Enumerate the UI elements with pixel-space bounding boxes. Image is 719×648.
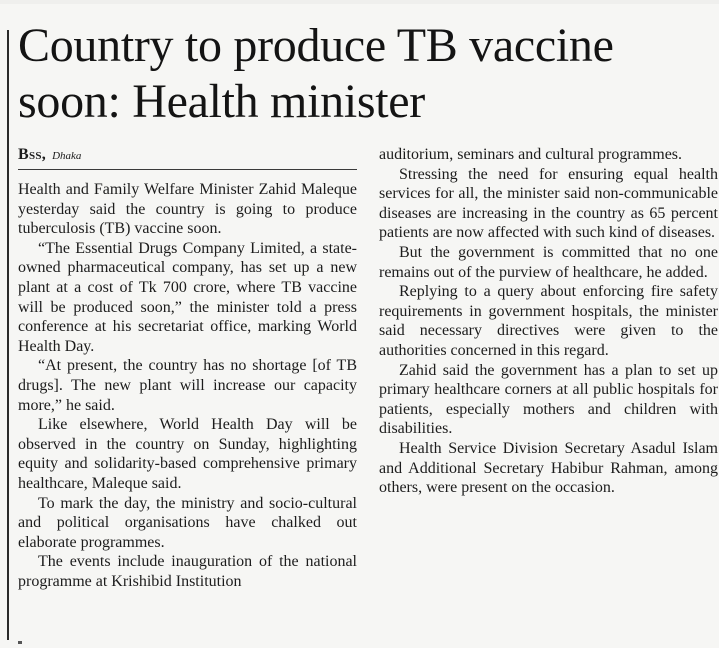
- article-paragraph: Like elsewhere, World Health Day will be observed in the country on Sunday, highlighting equity and solidarity-based comprehensive primary healthcare, Maleque said.: [18, 416, 357, 492]
- article-paragraph: auditorium, seminars and cultural programmes.: [379, 146, 683, 163]
- article-paragraph: “At present, the country has no shortage [of TB drugs]. The new plant will increase our capacity more,” he said.: [18, 357, 357, 414]
- article-paragraph: But the government is committed that no one remains out of the purview of healthcare, he added.: [379, 243, 718, 281]
- article-paragraph: Health Service Division Secretary Asadul Islam and Additional Secretary Habibur Rahman, among others, were present on the occasion.: [379, 439, 718, 497]
- byline: [18, 145, 357, 170]
- article-paragraph: Replying to a query about enforcing fire safety requirements in government hospitals, the minister said necessary directives were given to the authorities concerned in this regard.: [379, 283, 718, 359]
- byline-agency: Bss,: [18, 146, 47, 163]
- page-top-edge: [0, 0, 719, 4]
- article-paragraph: Stressing the need for ensuring equal health services for all, the minister said non-communicable diseases are increasing in the country as 65 percent patients are now affected with such kind of diseases.: [379, 165, 718, 242]
- article-paragraph: The events include inauguration of the national programme at Krishibid Institution: [18, 553, 357, 590]
- article-paragraph: Health and Family Welfare Minister Zahid Maleque yesterday said the country is going to produce tuberculosis (TB) vaccine soon.: [18, 181, 357, 238]
- byline-place: Dhaka: [52, 150, 82, 162]
- article-paragraph: “The Essential Drugs Company Limited, a state-owned pharmaceutical company, has set up a new plant at a cost of Tk 700 crore, where TB vaccine will be produced soon,” the minister told a press conference at his secretariat office, marking World Health Day.: [18, 239, 357, 355]
- article-paragraph: Zahid said the government has a plan to set up primary healthcare corners at all public hospitals for patients, especially mothers and children with disabilities.: [379, 361, 718, 438]
- headline: Country to produce TB vaccine soon: Health minister: [18, 19, 614, 128]
- article-column-right: [379, 145, 718, 498]
- article-paragraph: To mark the day, the ministry and socio-cultural and political organisations have chalked out elaborate programmes.: [18, 494, 357, 551]
- bottom-mark: [18, 641, 22, 644]
- article-column-left: [18, 145, 357, 591]
- column-rule: [7, 30, 9, 640]
